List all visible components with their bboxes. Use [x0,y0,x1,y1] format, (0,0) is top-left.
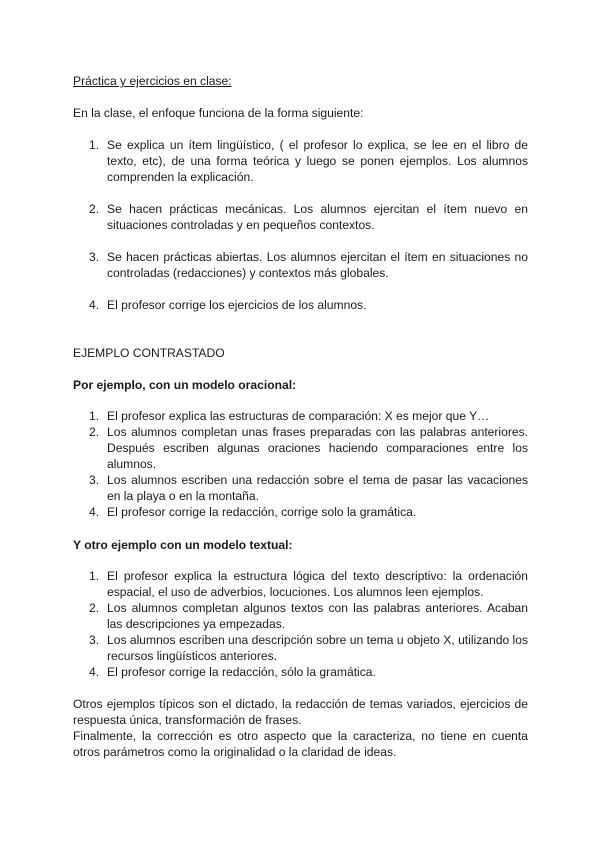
example2-list [73,568,528,680]
intro-text: En la clase, el enfoque funciona de la forma siguiente: [73,106,364,120]
example1-list [73,408,528,520]
list-item: 3. Los alumnos escriben una redacción sobre el tema de pasar las vacaciones en la playa o en la montaña. [89,473,528,503]
list-item: 4. El profesor corrige la redacción, corrige solo la gramática. [89,505,417,519]
list-item: 4. El profesor corrige los ejercicios de los alumnos. [89,298,367,312]
list-item: 1. Se explica un ítem lingüístico, ( el profesor lo explica, se lee en el libro de texto, etc), de una forma teórica y luego se ponen ejemplos. Los alumnos comprenden la explicación. [89,138,528,184]
example2-title: Y otro ejemplo con un modelo textual: [73,538,293,552]
section-heading: EJEMPLO CONTRASTADO [73,346,225,360]
class-steps-list [73,137,528,329]
list-item: 2. Los alumnos completan unas frases preparadas con las palabras anteriores. Después escriben algunas oraciones haciendo comparaciones entre los alumnos. [89,425,528,471]
closing-paragraph-1: Otros ejemplos típicos son el dictado, la redacción de temas variados, ejercicios de respuesta única, transformación de frases. [73,697,528,727]
list-item: 4. El profesor corrige la redacción, sólo la gramática. [89,665,376,679]
list-item: 3. Los alumnos escriben una descripción sobre un tema u objeto X, utilizando los recursos lingüísticos anteriores. [89,633,528,663]
section-title: Práctica y ejercicios en clase: [73,74,232,88]
list-item: 2. Los alumnos completan algunos textos con las palabras anteriores. Acaban las descripciones ya empezadas. [89,601,528,631]
list-item: 1. El profesor explica las estructuras de comparación: X es mejor que Y… [89,409,490,423]
list-item: 2. Se hacen prácticas mecánicas. Los alumnos ejercitan el ítem nuevo en situaciones controladas y en pequeños contextos. [89,202,528,232]
list-item: 3. Se hacen prácticas abiertas. Los alumnos ejercitan el ítem en situaciones no controladas (redacciones) y contextos más globales. [89,250,528,280]
closing-paragraph-2: Finalmente, la corrección es otro aspecto que la caracteriza, no tiene en cuenta otros parámetros como la originalidad o la claridad de ideas. [73,729,528,759]
example1-title: Por ejemplo, con un modelo oracional: [73,378,297,392]
list-item: 1. El profesor explica la estructura lógica del texto descriptivo: la ordenación espacial, el uso de adverbios, locuciones. Los alumnos leen ejemplos. [89,569,528,599]
